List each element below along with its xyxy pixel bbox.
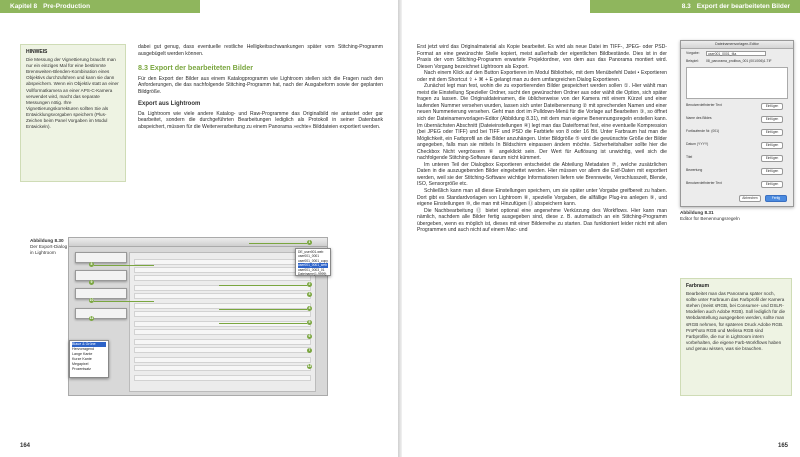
figure-text-831: Editor für Benennungsregeln xyxy=(680,216,740,221)
callout-marker: 4 xyxy=(308,306,311,310)
zoom-box xyxy=(75,288,127,299)
popup-item[interactable]: Kurze Kante xyxy=(72,357,92,361)
token-label: Datum (YYYY) xyxy=(686,142,709,146)
paragraph: Zunächst legt man fest, wohin die zu exportierenden Bilder gespeichert werden sollen ①. Hier wählt man meist die Einstellung Spezieller Ordner, sucht den gewünschten Ordner aus oder wählt die Option, sich später fragen zu lassen. Die Originaldateinamen, die üblicherweise von der Kamera mit einem Kürzel und einer laufenden Nummer versehen wurden, lassen sich unter Dateibenennung ② mit sprechenden Namen und einer neuen Nummerierung versehen. Geht man dort im Pulldown-Menü für die Vorlage auf Bearbeiten ③, so öffnet sich der Dateinamenvorlagen-Editor (Abbildung 8.31), mit dem man eigene Benennungsregeln erstellen kann. Im übernächsten Abschnitt (Dateieinstellungen ④) legt man das Dateiformat fest, eine eventuelle Kompression (bei JPEG oder TIFF) und bei TIFF und PSD die Farbtiefe von 8 oder 16 Bit. Unter Farbraum hat man die Möglichkeit, ein Farbprofil an die Bilder anzuhängen. Unter Bildgröße ⑤ wird die gewünschte Größe der Bilder angegeben, falls man sie mittels In Bildschirm einpassen ändern möchte. Sicherheitshalber sollte hier die Checkbox Nicht vergrössern ⑥ angeklickt sein. Der Wert für Auflösung ist unwichtig, weil sich die nachfolgende Stitching-Software darum nicht kümmert. xyxy=(417,83,667,162)
callout-marker: 1 xyxy=(308,240,311,244)
callout-marker: 6 xyxy=(308,334,311,338)
dialog-title: Dateinamenvorlagen-Editor xyxy=(681,41,793,49)
hinweis-box xyxy=(20,44,126,182)
farbraum-box xyxy=(680,278,792,396)
export-dialog-screenshot xyxy=(68,237,328,396)
preset-label: Vorgabe: xyxy=(686,51,700,55)
panel-row xyxy=(134,321,311,327)
panel-row xyxy=(134,259,311,265)
callout-line xyxy=(249,243,307,244)
insert-button[interactable]: Einfügen xyxy=(761,116,783,123)
token-label: Benutzerdefinierter Text xyxy=(686,181,722,185)
size-popup-menu[interactable] xyxy=(69,340,109,378)
figure-caption-831 xyxy=(680,210,792,222)
popup-item[interactable]: user001_0001_copy xyxy=(298,258,328,263)
page-number-left: 164 xyxy=(20,443,31,449)
subsection-heading: Export aus Lightroom xyxy=(138,101,201,108)
right-page xyxy=(402,0,800,457)
left-page xyxy=(0,0,398,457)
chapter-label: Kapitel 8 xyxy=(10,3,38,10)
token-label: Name des Bildes xyxy=(686,116,712,120)
panel-row xyxy=(134,329,311,335)
paragraph: Im unteren Teil der Dialogbox Exportieren entscheidet die Abteilung Metadaten ⑦, welche zusätzlichen Daten in die auszugebenden Bilder eingebettet werden. Hier müssen vor allem die Exif-Daten mit exportiert werden, weil sie der Stitching-Software wichtige Informationen liefern wie Brennweite, Verschlusszeit, Blende, ISO, Sensorgröße etc. xyxy=(417,161,667,188)
cancel-button[interactable]: Abbrechen xyxy=(739,195,761,202)
popup-item[interactable]: user001_0001_web xyxy=(298,263,327,268)
paragraph: Nach einem Klick auf den Button Exportieren im Modul Bibliothek, mit dem Menübefehl Datei • Exportieren oder mit dem Shortcut ⇧ + ⌘ + E gelangt man zu dem umfangreichen Dialog Exportieren. xyxy=(417,70,667,83)
popup-item[interactable]: Megapixel xyxy=(72,362,89,366)
page-number-right: 165 xyxy=(777,443,788,449)
callout-marker: 2 xyxy=(308,282,311,286)
callout-line xyxy=(219,285,307,286)
paragraph: Erst jetzt wird das Originalmaterial als Kopie bearbeitet. Es wird als neue Datei im TIFF-, JPEG- oder PSD-Format an eine gewünschte Stelle kopiert, meist außerhalb der eigentlichen Bildbestände. Dies ist in der Praxis der vom Stitching-Programm erwartete Projektordner, von dem aus das Panorama montiert wird. Diesen Vorgang bezeichnet Lightroom als Export. xyxy=(417,44,667,70)
example-label: Beispiel: xyxy=(686,59,699,63)
callout-line xyxy=(219,323,307,324)
panel-row xyxy=(134,275,311,281)
panel-row xyxy=(134,311,311,317)
callout-marker: 3 xyxy=(308,292,311,296)
hinweis-title: HINWEIS xyxy=(26,49,48,55)
popup-item[interactable]: user001_0001 xyxy=(298,254,320,259)
insert-button[interactable]: Einfügen xyxy=(761,129,783,136)
callout-marker: 10 xyxy=(89,298,94,302)
callout-marker: 5 xyxy=(308,320,311,324)
token-label: Titel xyxy=(686,155,693,159)
preset-sidebar xyxy=(75,252,125,352)
insert-button[interactable]: Einfügen xyxy=(761,142,783,149)
panel-row xyxy=(134,267,311,273)
figure-label-830: Abbildung 8.30 xyxy=(30,238,64,243)
popup-item[interactable]: Dateiname(1-9999) xyxy=(298,272,327,277)
token-label: Fortlaufende Nr. (001) xyxy=(686,129,720,133)
insert-button[interactable]: Einfügen xyxy=(761,103,783,110)
intro-text: dabei gut genug, dass eventuelle restliche Helligkeitsschwankungen später vom Stitching-Programm ausgebügelt werden können. xyxy=(138,44,383,57)
example-value: 08_panorama_prolibus_001 (001/006)1.TIF xyxy=(706,59,772,63)
callout-marker: 11 xyxy=(89,316,94,320)
figure-label-831: Abbildung 8.31 xyxy=(680,210,714,215)
insert-button[interactable]: Einfügen xyxy=(761,168,783,175)
popup-item[interactable]: Lange Kante xyxy=(72,352,93,356)
callout-line xyxy=(94,265,154,266)
insert-button[interactable]: Einfügen xyxy=(761,155,783,162)
insert-button[interactable]: Einfügen xyxy=(761,181,783,188)
panel-row xyxy=(134,365,311,371)
popup-item[interactable]: Hervorragend xyxy=(72,347,94,351)
figure-caption-830 xyxy=(30,238,68,256)
popup-item[interactable]: Prozentsatz xyxy=(72,367,91,371)
callout-line xyxy=(94,301,154,302)
section-heading: 8.3 Export der bearbeiteten Bilder xyxy=(138,63,254,73)
paragraph: Schließlich kann man all diese Einstellungen speichern, um sie später unter Vorgabe greifbereit zu haben. Dort gibt es Standardvorlagen von Lightroom ⑧, spezielle Vorgaben, die allfällige Plug-ins anlegen ⑨, und eigene Einstellungen ⑩, die man mit Hinzufügen ⑪ abspeichern kann. xyxy=(417,188,667,208)
right-running-header xyxy=(590,0,800,13)
section-title-header: Export der bearbeiteten Bilder xyxy=(696,3,790,10)
callout-line xyxy=(219,309,307,310)
farbraum-text: Bearbeitet man das Panorama später noch, sollte unter Farbraum das Farbprofil der Kamera stehen (meist sRGB, bei Consumer- und DSLR-Modellen auch Adobe RGB). Soll lediglich für die Webdarstellung ausgegeben werden, sollte man sRGB nehmen, für späteren Druck Adobe RGB. ProPhoto RGB und Melissa RGB sind Farbprofile, die nur in Lightroom intern vorbehalten, die eigene Farb-Workflows haben und genau wissen, was sie brauchen. xyxy=(686,291,786,351)
token-label: Benutzerdefinierter Text xyxy=(686,103,722,107)
callout-marker: 8 xyxy=(90,262,93,266)
left-running-header xyxy=(0,0,200,13)
section-number: 8.3 xyxy=(681,3,691,10)
popup-item[interactable]: DE_user001.web xyxy=(298,250,324,254)
zoom-box xyxy=(75,252,127,263)
callout-marker: 7 xyxy=(308,348,311,352)
farbraum-title: Farbraum xyxy=(686,283,710,289)
section-text: Für den Export der Bilder aus einem Katalogprogramm wie Lightroom stellen sich die Fragen nach den Anforderungen, die das nachfolgende Stitching-Programm hat, nach der Ausgabeform sowie der geplanten Bildgröße. xyxy=(138,75,383,95)
subsection-text: Da Lightroom wie viele andere Katalog- und Raw-Programme das Originalbild nie antastet oder gar bearbeitet, sondern die durchgeführten Bearbeitungen lediglich als Protokoll in seiner Datenbank abspeichert, müssen für die Weiterverarbeitung zu einem Panorama »echte« Bilddateien exportiert werden. xyxy=(138,110,383,130)
callout-marker: 12 xyxy=(307,364,312,368)
hinweis-text: Die Messung der Vignettierung braucht man nur ein einziges Mal für eine bestimmte Brennweiten-Blenden-Kombination eines Objektivs durchzuführen und kann sie dann abspeichern. Wenn ein Objektiv statt an einer Vollformatkamera an einer APS-C-Kamera verwendet wird, macht das separate Messungen nötig. Ihre Vignettierungskorrekturen sollten Sie als Entwicklungsvorgaben speichern (Plus-Zeichen beim Panel Vorgaben im Modul Entwickeln). xyxy=(26,57,119,130)
zoom-box xyxy=(75,270,127,281)
panel-row xyxy=(134,293,311,299)
figure-text-830: Der Export-Dialog in Lightroom xyxy=(30,244,68,255)
template-token-area[interactable] xyxy=(686,67,788,99)
filename-template-editor xyxy=(680,40,794,207)
popup-item[interactable]: Blaue & Grüne xyxy=(72,342,106,347)
paragraph: Die Nachbearbeitung ⑫ bietet optional eine angenehme Verkürzung des Workflows. Hier kann man nämlich, nachdem alle Bilder fertig ausgegeben sind, diese z. B. automatisch an ein Stitching-Programm übergeben, wenn es möglich ist, dieses mit einer Bilderreihe zu starten. Das funktioniert leider nicht mit allen Programmen und auch nicht auf einem Mac- und xyxy=(417,207,667,234)
panel-row xyxy=(134,339,311,345)
chapter-title: Pre-Production xyxy=(43,3,91,10)
panel-row xyxy=(134,375,311,381)
filename-popup-menu[interactable] xyxy=(295,248,331,276)
done-button[interactable]: Fertig xyxy=(765,195,787,202)
panel-row xyxy=(134,357,311,363)
export-dialog-panel xyxy=(129,252,316,392)
left-body xyxy=(138,44,383,130)
right-body xyxy=(417,44,667,234)
token-label: Bewertung xyxy=(686,168,703,172)
preset-select[interactable]: user001_0001_f4a xyxy=(706,51,766,56)
zoom-box xyxy=(75,308,127,319)
panel-row xyxy=(134,347,311,353)
callout-marker: 9 xyxy=(90,280,93,284)
popup-item[interactable]: user001_0003_01 xyxy=(298,267,325,272)
